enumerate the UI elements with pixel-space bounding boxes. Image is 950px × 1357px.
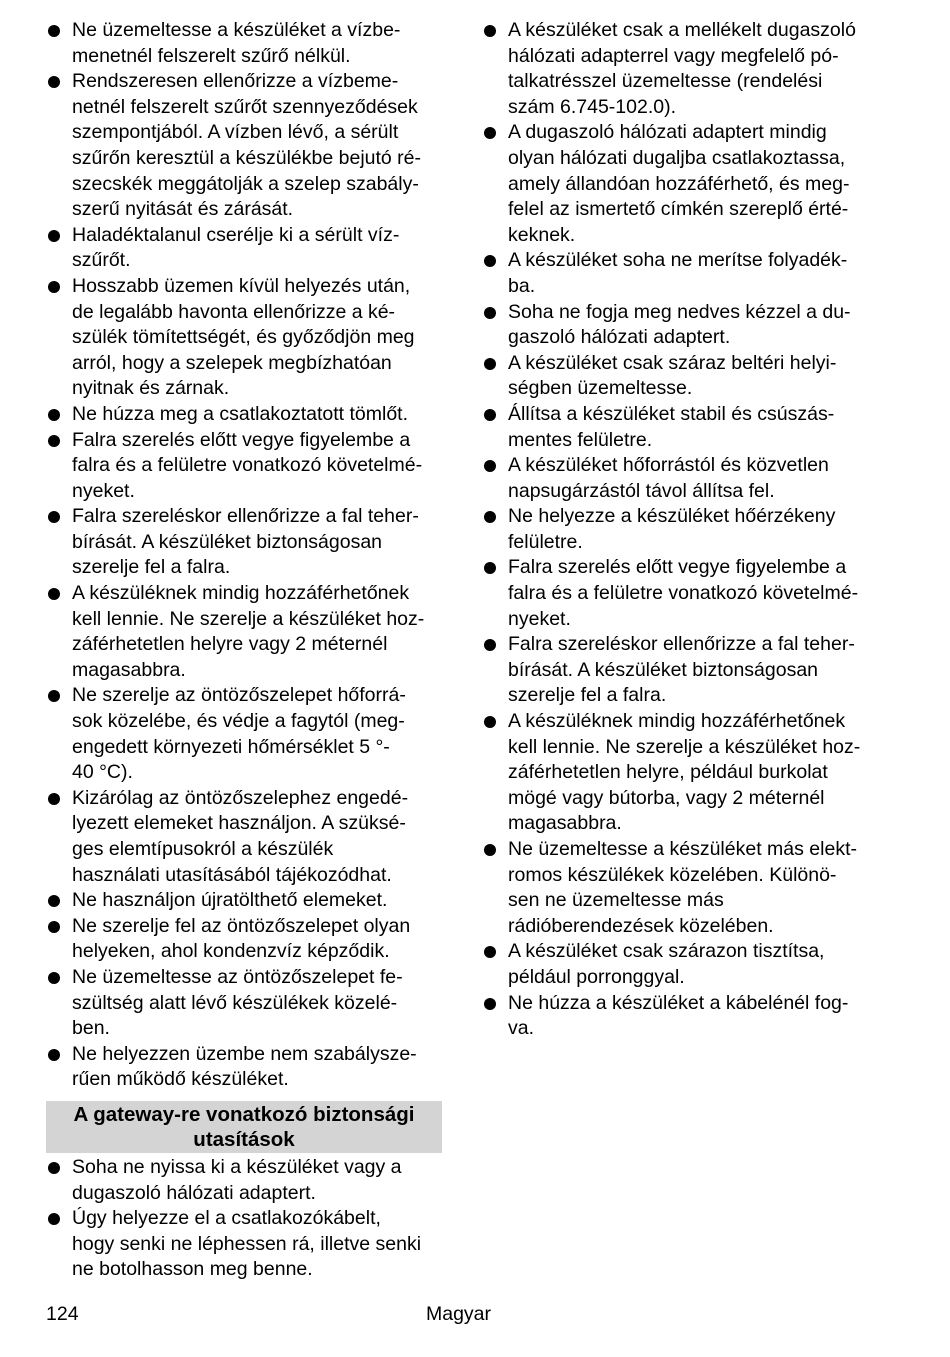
bullet-icon [484, 127, 496, 139]
list-item [46, 18, 442, 69]
bullet-icon [484, 255, 496, 267]
list-item-text: Ne üzemeltesse az öntözőszelepet fe- szültség alatt lévő készülékek közelé- ben. [72, 965, 403, 1040]
list-item [46, 402, 442, 428]
bullet-icon [484, 358, 496, 370]
section-heading-gateway-safety: A gateway-re vonatkozó biztonsági utasítások [46, 1101, 442, 1153]
bullet-icon [484, 511, 496, 523]
bullet-icon [484, 562, 496, 574]
list-item [46, 888, 442, 914]
bullet-icon [48, 511, 60, 523]
list-item [482, 120, 878, 248]
bullet-icon [484, 307, 496, 319]
bullet-icon [484, 25, 496, 37]
list-item-text: Falra szereléskor ellenőrizze a fal teher- bírását. A készüléket biztonságosan szerelje fel a falra. [72, 505, 419, 579]
list-item [46, 428, 442, 505]
list-item-text: A készüléket csak szárazon tisztítsa, például porronggyal. [508, 940, 825, 988]
bullet-icon [484, 998, 496, 1010]
list-item [46, 683, 442, 785]
list-item [482, 555, 878, 632]
bullet-icon [48, 435, 60, 447]
list-item-text: Ne helyezzen üzembe nem szabálysze- rűen működő készüléket. [72, 1042, 417, 1091]
list-item [482, 18, 878, 120]
list-item [482, 248, 878, 299]
bullet-icon [48, 1213, 60, 1225]
page-number: 124 [46, 1303, 79, 1325]
gateway-safety-list-continued [482, 18, 878, 1042]
list-item [482, 991, 878, 1042]
list-item-text: A készüléknek mindig hozzáférhetőnek kell lennie. Ne szerelje a készüléket hoz- záférhetetlen helyre vagy 2 méternél magasabbra. [72, 582, 425, 681]
list-item-text: Ne szerelje fel az öntözőszelepet olyan helyeken, ahol kondenzvíz képződik. [72, 914, 411, 963]
list-item [482, 632, 878, 709]
list-item [46, 1206, 442, 1283]
list-item [482, 504, 878, 555]
bullet-icon [48, 25, 60, 37]
list-item-text: Úgy helyezze el a csatlakozókábelt, hogy senki ne léphessen rá, illetve senki ne botolhasson meg benne. [72, 1207, 422, 1281]
list-item [46, 1155, 442, 1206]
list-item-text: A készüléket csak száraz beltéri helyi- ségben üzemeltesse. [508, 351, 837, 400]
bullet-icon [48, 972, 60, 984]
bullet-icon [48, 895, 60, 907]
list-item [46, 274, 442, 402]
gateway-safety-list [46, 1155, 442, 1283]
list-item-text: Ne szerelje az öntözőszelepet hőforrá- sok közelébe, és védje a fagytól (meg- engedett környezeti hőmérséklet 5 °- 40 °C). [72, 684, 406, 784]
list-item-text: Hosszabb üzemen kívül helyezés után, de legalább havonta ellenőrizze a ké- szülék tömítettségét, és győződjön meg arról, hogy a szelepek megbízhatóan nyitnak és zárnak. [72, 274, 415, 400]
list-item-text: Falra szereléskor ellenőrizze a fal teher- bírását. A készüléket biztonságosan szerelje fel a falra. [508, 633, 855, 707]
list-item [46, 914, 442, 965]
bullet-icon [48, 921, 60, 933]
list-item-text: Haladéktalanul cserélje ki a sérült víz- szűrőt. [72, 223, 400, 272]
bullet-icon [48, 1162, 60, 1174]
list-item [482, 709, 878, 837]
list-item [482, 453, 878, 504]
list-item-text: Falra szerelés előtt vegye figyelembe a falra és a felületre vonatkozó követelmé- nyeket. [72, 428, 423, 502]
list-item [482, 402, 878, 453]
list-item [482, 300, 878, 351]
bullet-icon [484, 844, 496, 856]
list-item [482, 351, 878, 402]
list-item-text: Ne üzemeltesse a készüléket a vízbe- menetnél felszerelt szűrő nélkül. [72, 19, 401, 67]
bullet-icon [484, 409, 496, 421]
list-item-text: A készüléket hőforrástól és közvetlen napsugárzástól távol állítsa fel. [508, 454, 829, 502]
right-column [482, 18, 878, 1042]
bullet-icon [48, 281, 60, 293]
list-item [482, 837, 878, 939]
list-item [46, 223, 442, 274]
bullet-icon [484, 946, 496, 958]
list-item [46, 581, 442, 683]
bullet-icon [48, 230, 60, 242]
list-item-text: Rendszeresen ellenőrizze a vízbeme- netnél felszerelt szűrőt szennyeződések szempontjából. A vízben lévő, a sérült szűrőn keresztül a készülékbe bejutó ré- szecskék meggátolják a szelep szabály- szerű nyitását és zárását. [72, 70, 422, 221]
bullet-icon [48, 793, 60, 805]
bullet-icon [484, 716, 496, 728]
list-item-text: Kizárólag az öntözőszelephez engedé- lyezett elemeket használjon. A szüksé- ges elemtípusokról a készülék használati utasításából tájékozódhat. [72, 786, 409, 886]
safety-list [46, 18, 442, 1093]
list-item [46, 965, 442, 1042]
bullet-icon [484, 639, 496, 651]
list-item [46, 786, 442, 888]
left-column [46, 18, 442, 1283]
list-item [46, 504, 442, 581]
list-item [46, 69, 442, 223]
bullet-icon [484, 460, 496, 472]
list-item-text: Ne húzza a készüléket a kábelénél fog- va. [508, 991, 849, 1040]
bullet-icon [48, 409, 60, 421]
bullet-icon [48, 76, 60, 88]
list-item-text: Soha ne fogja meg nedves kézzel a du- gaszoló hálózati adaptert. [508, 300, 851, 349]
list-item-text: A készüléknek mindig hozzáférhetőnek kell lennie. Ne szerelje a készüléket hoz- záférhetetlen helyre, például burkolat mögé vagy bútorba, vagy 2 méternél magasabbra. [508, 710, 861, 835]
list-item [482, 939, 878, 990]
list-item-text: Ne használjon újratölthető elemeket. [72, 889, 388, 912]
list-item-text: Ne húzza meg a csatlakoztatott tömlőt. [72, 402, 408, 425]
list-item-text: Falra szerelés előtt vegye figyelembe a falra és a felületre vonatkozó követelmé- nyeket. [508, 556, 859, 630]
list-item-text: Ne üzemeltesse a készüléket más elekt- romos készülékek közelében. Különö- sen ne üzemeltesse más rádióberendezések közelében. [508, 838, 857, 937]
list-item-text: Soha ne nyissa ki a készüléket vagy a dugaszoló hálózati adaptert. [72, 1155, 402, 1204]
list-item-text: A dugaszoló hálózati adaptert mindig olyan hálózati dugaljba csatlakoztassa, amely állandóan hozzáférhető, és meg- felel az ismertető címkén szereplő érté- keknek. [508, 121, 850, 246]
list-item-text: Ne helyezze a készüléket hőérzékeny felületre. [508, 505, 836, 553]
list-item-text: Állítsa a készüléket stabil és csúszás- mentes felületre. [508, 402, 835, 451]
bullet-icon [48, 1049, 60, 1061]
bullet-icon [48, 588, 60, 600]
list-item-text: A készüléket csak a mellékelt dugaszoló hálózati adapterrel vagy megfelelő pó- talkatrésszel üzemeltesse (rendelési szám 6.745-102.0). [508, 19, 856, 118]
bullet-icon [48, 690, 60, 702]
list-item [46, 1042, 442, 1093]
list-item-text: A készüléket soha ne merítse folyadék- ba. [508, 249, 848, 297]
footer-language: Magyar [426, 1303, 492, 1325]
